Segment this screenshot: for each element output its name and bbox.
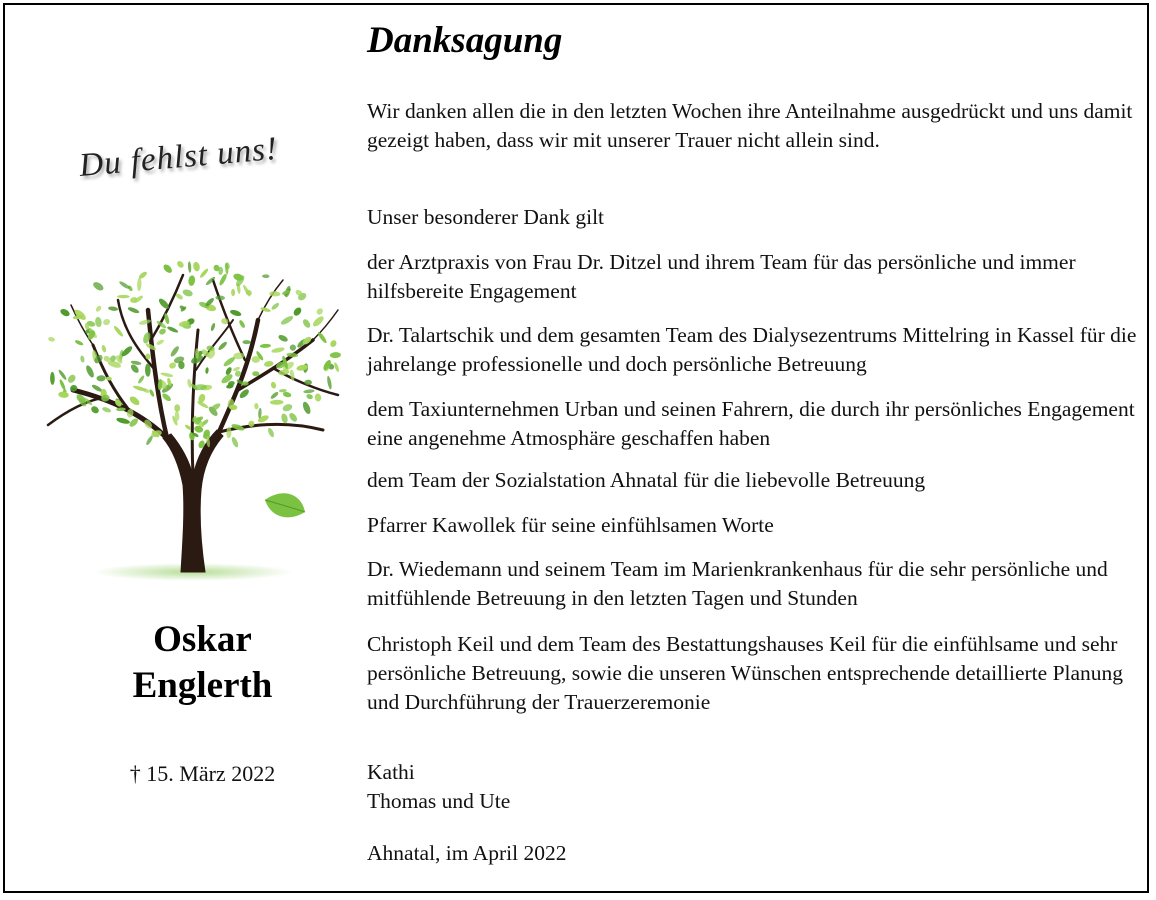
leaf (137, 277, 142, 291)
leaf (315, 307, 324, 316)
place-date: Ahnatal, im April 2022 (367, 841, 567, 865)
leaf (167, 325, 179, 333)
leaf (230, 436, 239, 448)
leaf (280, 413, 288, 424)
leaf (192, 261, 200, 272)
leaf (229, 405, 237, 410)
leaf (229, 309, 242, 317)
leaf (96, 375, 106, 382)
leaf (113, 325, 125, 338)
leaf (330, 352, 341, 359)
leaf (303, 389, 315, 394)
obituary-frame (3, 3, 1149, 893)
leaf (205, 367, 209, 374)
leaf (187, 379, 193, 389)
leaf (267, 427, 275, 438)
leaf (326, 375, 332, 389)
leaf (231, 289, 235, 296)
leaf (317, 331, 328, 344)
leaf (102, 318, 111, 326)
leaf (66, 373, 77, 384)
thanks-item: Dr. Wiedemann und seinem Team im Marienkrankenhaus für die sehr persönliche und mitfühlende Betreuung in den letzten Tagen und Stunden (367, 557, 1108, 610)
thanks-item: Pfarrer Kawollek für seine einfühlsamen Worte (367, 513, 774, 537)
leaf (158, 327, 167, 335)
leaf (215, 295, 225, 300)
leaf (254, 403, 259, 410)
motto: Du fehlst uns! (77, 130, 280, 185)
leaf (95, 316, 103, 327)
falling-leaf-icon (265, 493, 305, 517)
leaf (101, 406, 111, 413)
leaf (280, 314, 295, 326)
leaf (188, 261, 192, 273)
left-column (5, 5, 405, 891)
leaf (217, 341, 228, 352)
leaf (199, 268, 209, 279)
leaf (242, 340, 250, 344)
notice-title: Danksagung (367, 20, 563, 61)
signatory: Thomas und Ute (367, 789, 511, 813)
leaf (80, 355, 85, 363)
thanks-item: dem Team der Sozialstation Ahnatal für die liebevolle Betreuung (367, 468, 926, 492)
leaf (252, 371, 259, 376)
leaf (161, 392, 172, 402)
signatory: Kathi (367, 760, 415, 784)
leaf (162, 263, 174, 275)
thanks-item: dem Taxiunternehmen Urban und seinen Fahrern, die durch ihr persönliches Engagement eine angenehme Atmosphäre geschaffen haben (367, 397, 1135, 450)
leaf (311, 315, 325, 328)
leaf (48, 336, 56, 342)
leaf (137, 375, 145, 385)
leaf (74, 339, 84, 346)
leaf (270, 391, 280, 400)
leaf (270, 381, 277, 389)
leaf (118, 280, 130, 290)
leaf (85, 364, 96, 378)
leaf (176, 260, 185, 269)
first-name: Oskar (153, 619, 252, 660)
thanks-item: der Arztpraxis von Frau Dr. Ditzel und ihrem Team für das persönliche und immer hilfsbereite Engagement (367, 250, 1076, 303)
leaf (270, 400, 284, 405)
leaf (95, 305, 103, 313)
leaf (59, 379, 67, 391)
leaf (116, 417, 131, 425)
leaf (127, 306, 140, 314)
leaf (264, 360, 274, 367)
leaf (292, 306, 303, 317)
leaf (174, 404, 180, 412)
leaf (128, 395, 141, 407)
last-name: Englerth (132, 665, 273, 706)
leaf (182, 288, 194, 297)
leaf (90, 405, 100, 415)
leaf (148, 389, 155, 398)
leaf (238, 319, 246, 329)
leaf (58, 369, 68, 381)
intro-paragraph: Wir danken allen die in den letzten Wochen ihre Anteilnahme ausgedrückt und uns damit gezeigt haben, dass wir mit unserer Trauer nicht allein sind. (367, 99, 1133, 152)
leaf (156, 339, 165, 346)
leaf (108, 306, 118, 312)
leaf (58, 391, 69, 398)
leaf (101, 345, 107, 353)
leaf (329, 339, 338, 348)
leaf (59, 307, 71, 317)
leaf (169, 345, 180, 358)
tree-illustration (33, 250, 353, 590)
leaf (92, 280, 105, 292)
thanks-item: Christoph Keil und dem Team des Bestattungshauses Keil für die einfühlsame und sehr persönliche Betreuung, sowie die unseren Wünschen entsprechende detaillierte Planung und Durchführung der Trauerzeremonie (367, 632, 1124, 714)
leaf (271, 346, 285, 353)
leaf (262, 274, 270, 278)
leaf (210, 322, 216, 331)
leaf (188, 275, 196, 286)
leaf (301, 401, 312, 415)
leaf (288, 412, 299, 424)
leaf (222, 356, 236, 368)
leaf (282, 403, 294, 413)
leaf (160, 372, 173, 378)
thanks-item: Dr. Talartschik und dem gesamten Team des Dialysezentrums Mittelring in Kassel für die jahrelange professionelle und doch persönliche Betreuung (367, 323, 1137, 376)
leaf (218, 273, 228, 287)
leaf (333, 362, 340, 373)
special-thanks-heading: Unser besonderer Dank gilt (367, 205, 605, 229)
leaf (289, 344, 297, 352)
leaf (225, 366, 233, 376)
leaf (314, 393, 321, 402)
right-column (367, 5, 1147, 891)
leaf (277, 334, 288, 343)
death-date: † 15. März 2022 (129, 761, 276, 786)
leaf (260, 344, 271, 349)
leaf (306, 393, 314, 400)
leaf (117, 295, 130, 298)
leaf (301, 318, 311, 329)
leaf (50, 372, 55, 385)
leaf (270, 302, 280, 311)
